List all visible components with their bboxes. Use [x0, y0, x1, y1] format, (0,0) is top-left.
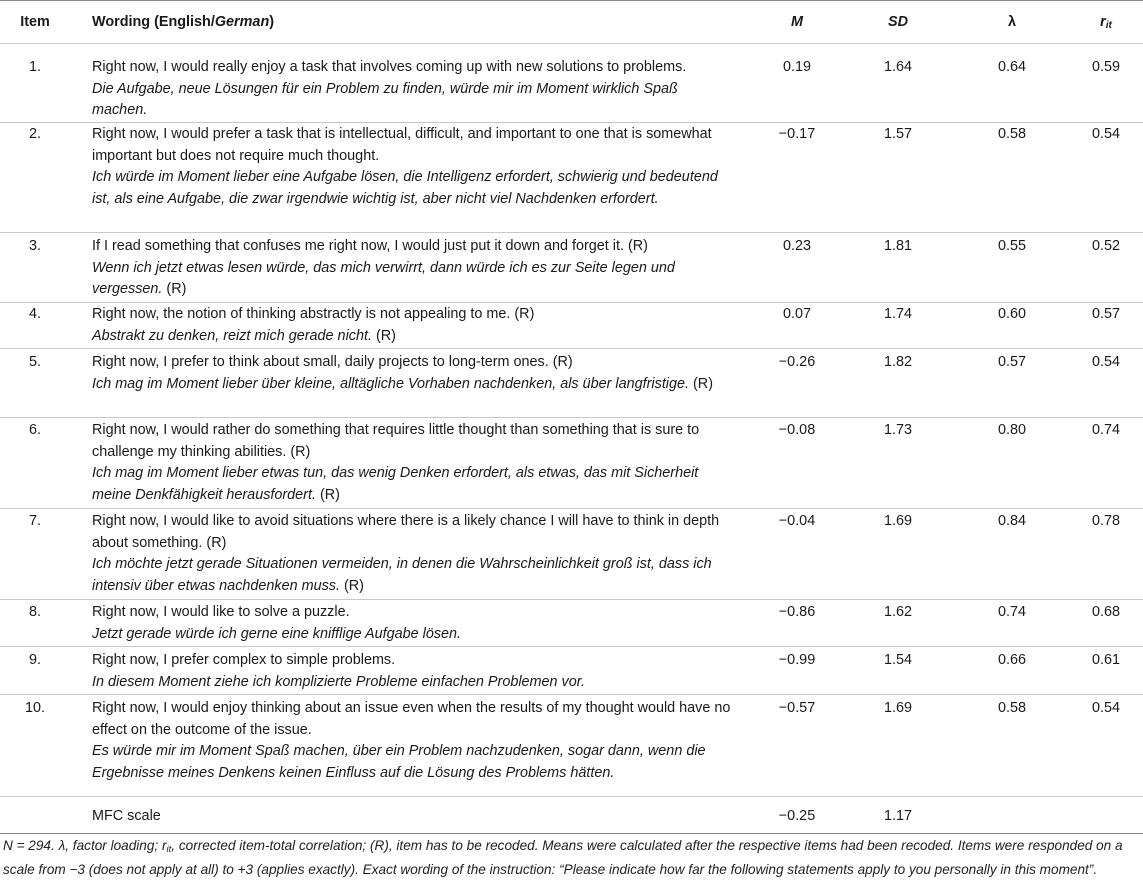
row-divider: [0, 348, 1143, 349]
row-divider: [0, 302, 1143, 303]
lambda-value: 0.60: [997, 306, 1026, 322]
sd-value: 1.73: [883, 422, 912, 438]
item-wording: [92, 511, 732, 597]
wording-german: Ich würde im Moment lieber eine Aufgabe lösen, die Intelligenz erfordert, schwierig und bedeutend ist, als eine Aufgabe, die zwar irgendwie wichtig ist, aber nicht viel Nachdenken erfordert.: [92, 169, 718, 207]
rit-value: 0.54: [1091, 126, 1120, 142]
item-wording: [92, 304, 732, 347]
item-number: 9.: [28, 652, 41, 668]
item-number: 10.: [24, 700, 45, 716]
header-rule: [0, 43, 1143, 44]
header-sd: SD: [888, 14, 908, 30]
rit-value: 0.54: [1091, 354, 1120, 370]
row-divider: [0, 122, 1143, 123]
row-divider: [0, 694, 1143, 695]
wording-english: Right now, I would rather do something that requires little thought than something that is sure to challenge my thinking abilities. (R): [92, 422, 700, 460]
item-number: 6.: [28, 422, 41, 438]
item-wording: [92, 124, 732, 210]
rit-value: 0.59: [1091, 59, 1120, 75]
mean-value: −0.99: [778, 652, 816, 668]
item-number: 7.: [28, 513, 41, 529]
header-rit: $r_{it}$: [1100, 14, 1112, 31]
lambda-value: 0.64: [997, 59, 1026, 75]
sd-value: 1.57: [883, 126, 912, 142]
mean-value: −0.57: [778, 700, 816, 716]
row-divider: [0, 796, 1143, 797]
row-divider: [0, 646, 1143, 647]
mean-value: 0.07: [782, 306, 811, 322]
item-wording: [92, 650, 732, 693]
lambda-value: 0.84: [997, 513, 1026, 529]
row-divider: [0, 232, 1143, 233]
rit-value: 0.54: [1091, 700, 1120, 716]
mean-value: −0.26: [778, 354, 816, 370]
header-lambda: λ: [1007, 14, 1016, 30]
sd-value: 1.82: [883, 354, 912, 370]
lambda-value: 0.66: [997, 652, 1026, 668]
wording-german: Ich mag im Moment lieber etwas tun, das wenig Denken erfordert, als etwas, das mit Sicherheit meine Denkfähigkeit herausfordert. (R): [92, 465, 699, 503]
lambda-value: 0.74: [997, 604, 1026, 620]
item-number: 4.: [28, 306, 41, 322]
mean-value: 0.23: [782, 238, 811, 254]
item-wording: [92, 236, 732, 301]
wording-german: Wenn ich jetzt etwas lesen würde, das mich verwirrt, dann würde ich es zur Seite legen und vergessen. (R): [92, 259, 675, 297]
wording-english: Right now, I would like to solve a puzzle.: [92, 604, 350, 620]
wording-german: Jetzt gerade würde ich gerne eine knifflige Aufgabe lösen.: [92, 625, 462, 642]
item-wording: [92, 420, 732, 506]
lambda-value: 0.57: [997, 354, 1026, 370]
wording-german: Ich möchte jetzt gerade Situationen vermeiden, in denen die Wahrscheinlichkeit groß ist, dass ich intensiv über etwas nachdenken muss. (R): [92, 556, 712, 594]
sd-value: 1.69: [883, 513, 912, 529]
header-mean: M: [791, 14, 803, 30]
sd-value: 1.81: [883, 238, 912, 254]
sd-value: 1.54: [883, 652, 912, 668]
item-wording: [92, 57, 732, 122]
sd-value: 1.74: [883, 306, 912, 322]
sd-value: 1.62: [883, 604, 912, 620]
lambda-value: 0.58: [997, 126, 1026, 142]
item-number: 8.: [28, 604, 41, 620]
lambda-value: 0.58: [997, 700, 1026, 716]
rit-value: 0.57: [1091, 306, 1120, 322]
row-divider: [0, 508, 1143, 509]
row-divider: [0, 599, 1143, 600]
wording-german: Es würde mir im Moment Spaß machen, über ein Problem nachzudenken, sogar dann, wenn die Ergebnisse meines Denkens keinen Einfluss auf die Lösung des Problems hätten.: [92, 743, 706, 781]
item-wording: [92, 602, 732, 645]
item-number: 2.: [28, 126, 41, 142]
item-number: 3.: [28, 238, 41, 254]
wording-english: Right now, the notion of thinking abstractly is not appealing to me. (R): [92, 306, 535, 322]
wording-german: Die Aufgabe, neue Lösungen für ein Problem zu finden, würde mir im Moment wirklich Spaß machen.: [92, 80, 678, 118]
wording-german: In diesem Moment ziehe ich komplizierte Probleme einfachen Problemen vor.: [92, 673, 585, 690]
wording-english: If I read something that confuses me right now, I would just put it down and forget it. (R): [92, 238, 648, 254]
mean-value: 0.19: [782, 59, 811, 75]
item-number: 1.: [28, 59, 41, 75]
wording-english: Right now, I prefer complex to simple problems.: [92, 652, 396, 668]
table-footnote: N = 294. λ, factor loading; $r_{it}$, corrected item-total correlation; (R), item has to be recoded. Means were calculated after the respective items had been recoded. Items were responded on a scale from −3 (does not apply at all) to +3 (applies exactly). Exact wording of the instruction: “Please indicate how far the following statements apply to you personally in this moment”.: [3, 838, 1123, 877]
rit-value: 0.78: [1091, 513, 1120, 529]
item-wording: [92, 352, 732, 395]
header-item: Item: [20, 14, 50, 30]
wording-english: Right now, I would prefer a task that is intellectual, difficult, and important to one that is somewhat important but does not require much thought.: [92, 126, 712, 164]
table-top-rule: [0, 0, 1143, 1]
mean-value: −0.08: [778, 422, 816, 438]
sd-value: 1.64: [883, 59, 912, 75]
wording-english: Right now, I prefer to think about small, daily projects to long-term ones. (R): [92, 354, 573, 370]
item-wording: [92, 698, 732, 784]
wording-english: Right now, I would really enjoy a task that involves coming up with new solutions to problems.: [92, 59, 687, 75]
rit-value: 0.68: [1091, 604, 1120, 620]
row-divider: [0, 417, 1143, 418]
rit-value: 0.61: [1091, 652, 1120, 668]
wording-german: Ich mag im Moment lieber über kleine, alltägliche Vorhaben nachdenken, als über langfristige. (R): [92, 375, 713, 392]
rit-value: 0.74: [1091, 422, 1120, 438]
summary-label: MFC scale: [92, 808, 161, 824]
sd-value: 1.69: [883, 700, 912, 716]
wording-english: Right now, I would enjoy thinking about an issue even when the results of my thought would have no effect on the outcome of the issue.: [92, 700, 731, 738]
summary-sd: 1.17: [883, 808, 912, 824]
header-wording: Wording (English/German): [92, 14, 275, 30]
lambda-value: 0.55: [997, 238, 1026, 254]
mean-value: −0.04: [778, 513, 816, 529]
mean-value: −0.86: [778, 604, 816, 620]
wording-german: Abstrakt zu denken, reizt mich gerade nicht. (R): [92, 327, 396, 344]
item-number: 5.: [28, 354, 41, 370]
table-bottom-rule: [0, 833, 1143, 834]
rit-value: 0.52: [1091, 238, 1120, 254]
mean-value: −0.17: [778, 126, 816, 142]
wording-english: Right now, I would like to avoid situations where there is a likely chance I will have to think in depth about something. (R): [92, 513, 720, 551]
lambda-value: 0.80: [997, 422, 1026, 438]
summary-mean: −0.25: [778, 808, 816, 824]
